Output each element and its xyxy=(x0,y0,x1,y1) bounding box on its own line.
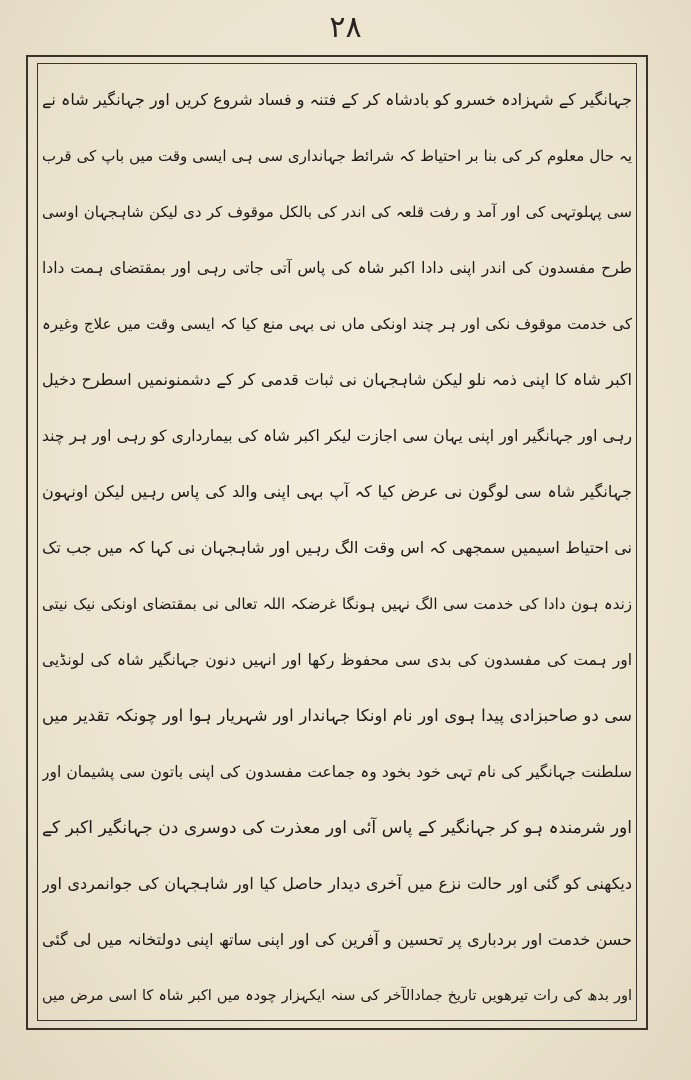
text-line: جہانگیر شاہ سی لوگون نی عرض کیا کہ آپ بہی اپنی والد کی پاس رہیں لیکن اونہون xyxy=(42,482,632,501)
text-block xyxy=(42,72,632,1018)
text-line: رہی اور جہانگیر اور اپنی یہان سی اجازت لیکر اکبر شاہ کی بیمارداری کو رہی اور ہر چند xyxy=(42,427,632,445)
text-line: زندہ ہون دادا کی خدمت سی الگ نہیں ہونگا غرضکہ اللہ تعالی نی بمقتضای اونکی نیک نیتی xyxy=(42,595,632,613)
text-line: دیکھنی کو گئی اور حالت نزع میں آخری دیدار حاصل کیا اور شاہجہان کی جوانمردی اور xyxy=(42,874,632,893)
text-line: سی دو صاحبزادی پیدا ہوی اور نام اونکا جہاندار اور شہریار ہوا اور چونکہ تقدیر میں xyxy=(42,706,632,725)
text-line: سی پہلوتہی کی اور آمد و رفت قلعہ کی اندر کی بالکل موقوف کر دی لیکن شاہجہان اوسی xyxy=(42,203,632,221)
text-line: نی احتیاط اسیمیں سمجھی کہ اس وقت الگ رہیں اور شاہجہان نی کہا کہ میں جب تک xyxy=(42,538,632,557)
text-line: حسن خدمت اور بردباری پر تحسین و آفرین کی اور اپنی ساتھ اپنی دولتخانہ میں لی گئی xyxy=(42,930,632,949)
text-line: اکبر شاہ کا اپنی ذمہ نلو لیکن شاہجہان نی ثبات قدمی کر کے دشمنونمیں اسطرح دخیل xyxy=(42,370,632,389)
page-number: ۲۸ xyxy=(329,10,362,45)
text-line: اور شرمندہ ہو کر جہانگیر کے پاس آئی اور معذرت کی دوسری دن جہانگیر اکبر کے xyxy=(42,818,632,838)
text-line: اور ہمت کی مفسدون کی بدی سی محفوظ رکھا اور انہیں دنون جہانگیر شاہ کی لونڈیی xyxy=(42,651,632,669)
text-line: کی خدمت موقوف نکی اور ہر چند اونکی ماں نی بہی منع کیا کہ ایسی وقت میں علاج وغیرہ xyxy=(42,315,632,333)
text-line: اور بدھ کی رات تیرھویں تاریخ جمادالآخر کی سنہ ایکہزار چودہ میں اکبر شاہ کا اسی مرض میں xyxy=(42,988,632,1004)
text-line: طرح مفسدون کی اندر اپنی دادا اکبر شاہ کی پاس آتی جاتی رہی اور بمقتضای ہمت دادا xyxy=(42,259,632,277)
text-line: جہانگیر کے شہزادہ خسرو کو بادشاہ کر کے فتنہ و فساد شروع کریں اور جہانگیر شاہ نے xyxy=(42,90,632,109)
text-line: سلطنت جہانگیر کی نام تہی خود بخود وہ جماعت مفسدون کی اپنی باتون سی پشیمان اور xyxy=(42,763,632,781)
text-line: یہ حال معلوم کر کی بنا بر احتیاط کہ شرائط جہانداری سی ہی ایسی وقت میں باپ کی قرب xyxy=(42,147,632,165)
